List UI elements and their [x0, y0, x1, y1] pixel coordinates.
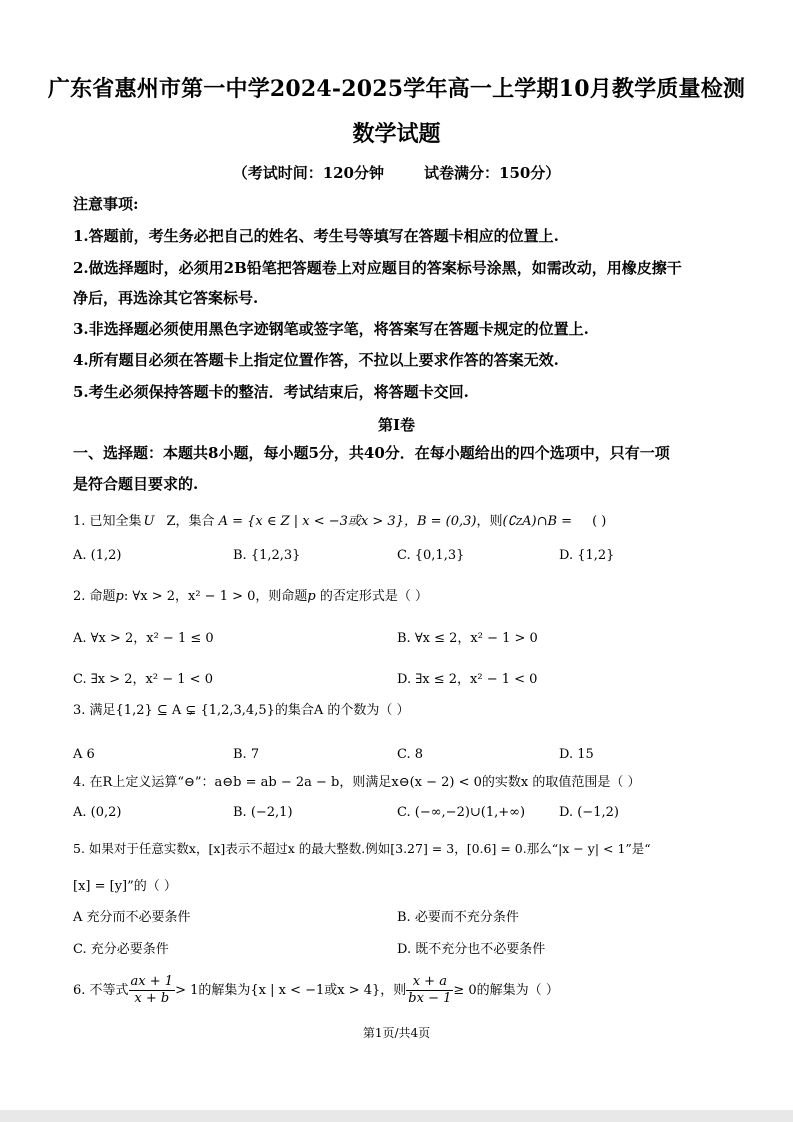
q2-prefix: 2. 命题 — [73, 589, 116, 604]
q6-frac2-denominator: bx − 1 — [408, 991, 452, 1006]
section-heading: 一、选择题：本题共8小题，每小题5分，共40分．在每小题给出的四个选项中，只有一项 — [73, 444, 670, 462]
q2-option-d[interactable]: D. ∃x ≤ 2，x² − 1 < 0 — [397, 672, 538, 687]
q2-statement: : ∀x > 2，x² − 1 > 0，则命题 — [123, 589, 308, 604]
question-2-stem — [73, 587, 428, 607]
q5-option-c[interactable]: C. 充分必要条件 — [73, 942, 169, 957]
q5-option-d[interactable]: D. 既不充分也不必要条件 — [397, 942, 546, 957]
exam-title-line1: 广东省惠州市第一中学2024-2025学年高一上学期10月教学质量检测 — [47, 76, 746, 102]
q1-integers: Z，集合 — [166, 514, 215, 529]
notice-item: 净后，再选涂其它答案标号. — [73, 289, 259, 307]
q1-expression: A)∩B = — [522, 514, 573, 529]
question-5-stem-line1: 5. 如果对于任意实数x，[x]表示不超过x 的最大整数.例如[3.27] = 3，[0.6] = 0.那么“|x − y| < 1”是“ — [73, 841, 651, 856]
q1-universal: U — [143, 514, 155, 529]
q6-frac1-numerator: ax + 1 — [130, 974, 174, 989]
q2-option-a[interactable]: A. ∀x > 2，x² − 1 ≤ 0 — [73, 631, 214, 646]
q5-option-a[interactable]: A 充分而不必要条件 — [73, 910, 191, 925]
page-footer: 第1页/共4页 — [362, 1026, 431, 1040]
q6-fraction-2 — [406, 974, 453, 1007]
q3-option-b[interactable]: B. 7 — [233, 747, 260, 762]
exam-full-score: 试卷满分：150分） — [424, 164, 561, 182]
q1-option-d[interactable]: D. {1,2} — [559, 548, 615, 563]
q4-option-d[interactable]: D. (−1,2) — [559, 805, 619, 820]
q5-option-b[interactable]: B. 必要而不充分条件 — [397, 910, 519, 925]
q1-blank: ( ) — [592, 514, 607, 529]
q6-condition: > 1的解集为{x | x < −1或x > 4}，则 — [175, 983, 407, 998]
notice-item: 1.答题前，考生务必把自己的姓名、考生号等填写在答题卡相应的位置上. — [73, 227, 559, 245]
question-5-stem-line2: [x] = [y]”的（ ） — [73, 879, 177, 894]
q1-set-b: ，B = (0,3) — [403, 514, 477, 529]
exam-time: （考试时间：120分钟 — [232, 164, 384, 182]
exam-info — [0, 162, 793, 183]
q1-prefix: 1. 已知全集 — [73, 514, 142, 529]
q2-ask: 的否定形式是（ ） — [315, 589, 428, 604]
q1-option-b[interactable]: B. {1,2,3} — [233, 548, 301, 563]
q2-option-c[interactable]: C. ∃x > 2，x² − 1 < 0 — [73, 672, 213, 687]
q4-option-a[interactable]: A. (0,2) — [73, 805, 122, 820]
section-heading-cont: 是符合题目要求的. — [73, 475, 199, 493]
q6-frac2-numerator: x + a — [406, 974, 453, 991]
notice-item: 4.所有题目必须在答题卡上指定位置作答，不拉以上要求作答的答案无效. — [73, 351, 559, 369]
q6-fraction-1 — [129, 974, 176, 1007]
q6-ask: ≥ 0的解集为（ ） — [453, 983, 559, 998]
q4-option-c[interactable]: C. (−∞,−2)∪(1,+∞) — [397, 805, 526, 820]
q2-proposition: p — [115, 589, 124, 604]
notice-item: 5.考生必须保持答题卡的整洁．考试结束后，将答题卡交回. — [73, 383, 469, 401]
volume-title: 第I卷 — [377, 416, 416, 434]
q3-option-d[interactable]: D. 15 — [559, 747, 594, 762]
q3-option-c[interactable]: C. 8 — [397, 747, 424, 762]
q1-option-c[interactable]: C. {0,1,3} — [397, 548, 465, 563]
question-3-stem: 3. 满足{1,2} ⊆ A ⊊ {1,2,3,4,5}的集合A 的个数为（ ） — [73, 703, 410, 718]
q1-complement: (∁ — [502, 514, 516, 529]
notice-heading: 注意事项: — [73, 195, 139, 213]
notice-item: 2.做选择题时，必须用2B铅笔把答题卷上对应题目的答案标号涂黑，如需改动，用橡皮擦干 — [73, 259, 682, 277]
q6-frac1-denominator: x + b — [134, 991, 170, 1006]
q2-option-b[interactable]: B. ∀x ≤ 2，x² − 1 > 0 — [397, 631, 538, 646]
question-6-stem — [73, 973, 559, 1009]
notice-item: 3.非选择题必须使用黑色字迹钢笔或签字笔，将答案写在答题卡规定的位置上. — [73, 320, 589, 338]
q2-proposition-ref: p — [307, 589, 316, 604]
exam-title-line2: 数学试题 — [352, 121, 441, 147]
question-4-stem: 4. 在R上定义运算“⊖”：a⊖b = ab − 2a − b，则满足x⊖(x − 2) < 0的实数x 的取值范围是（ ） — [73, 775, 641, 790]
q4-option-b[interactable]: B. (−2,1) — [233, 805, 293, 820]
question-1-stem: 1. 已知全集 U Z，集合 A = {x ∈ Z | x < −3或x > 3}，B = (0,3)，则(∁ZA)∩B = ( ) — [73, 514, 607, 529]
q1-option-a[interactable]: A. (1,2) — [73, 548, 122, 563]
q3-option-a[interactable]: A 6 — [73, 747, 95, 762]
q6-prefix: 6. 不等式 — [73, 983, 129, 998]
page-edge — [0, 1110, 793, 1122]
q1-then: ，则 — [476, 514, 503, 529]
q1-set-a: A = {x ∈ Z | x < −3或x > 3} — [218, 514, 404, 529]
